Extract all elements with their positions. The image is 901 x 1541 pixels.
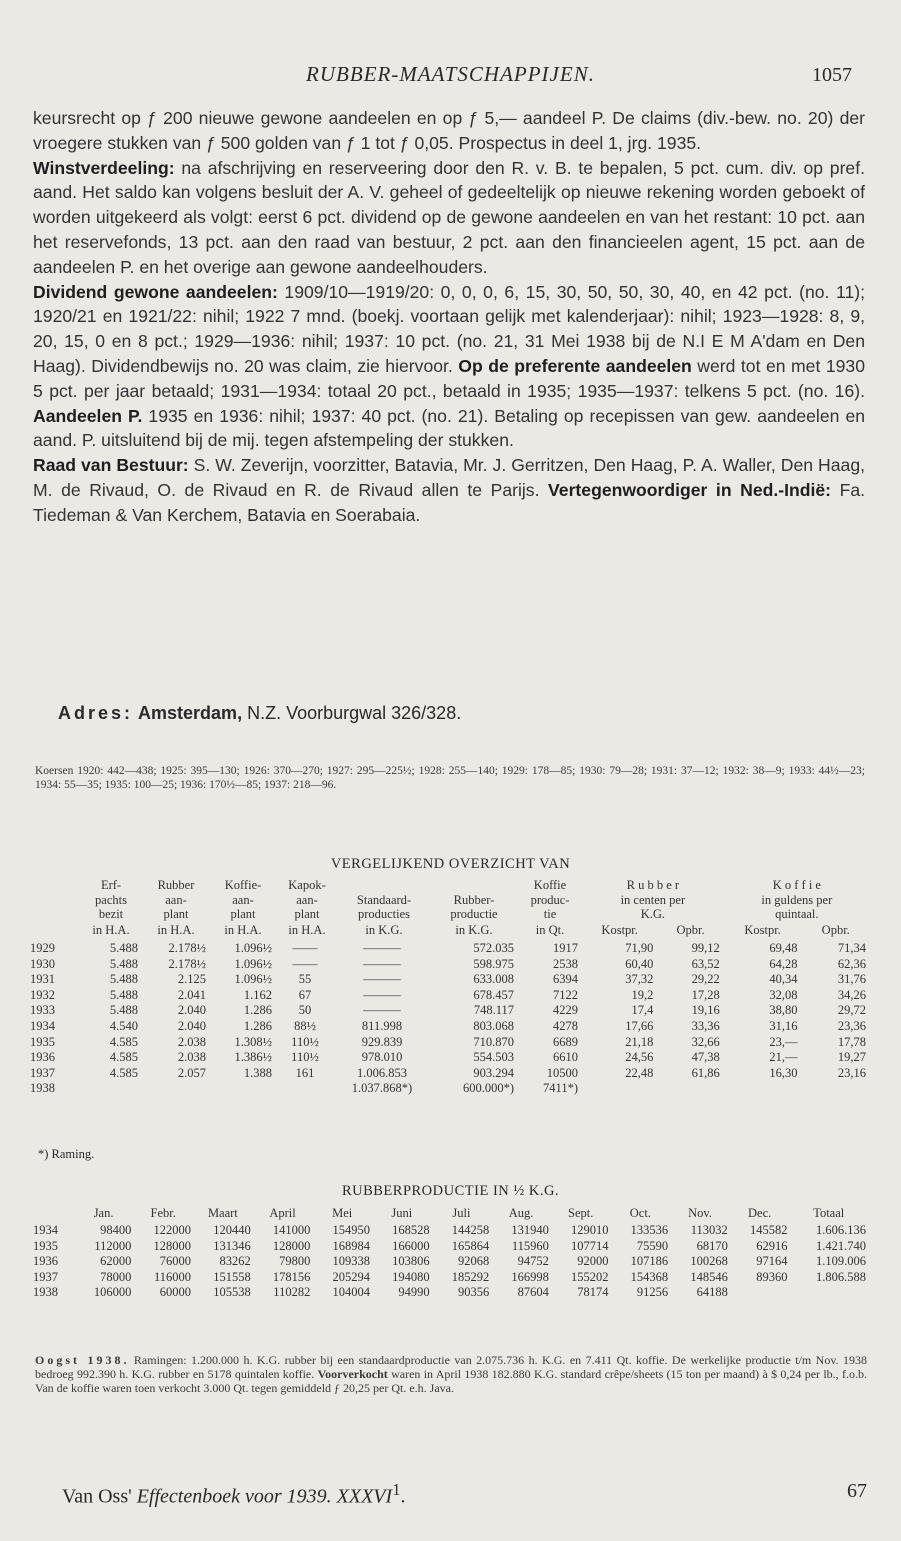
table-cell: 16,30 <box>769 1065 798 1080</box>
col-header: Juli <box>452 1206 471 1220</box>
col-header: Jan. <box>93 1206 114 1220</box>
table-cell: 5.488 <box>109 1003 138 1018</box>
col-header: Mei <box>332 1206 353 1220</box>
table-cell: 107186 <box>630 1254 669 1269</box>
col-header: K o f f i e in guldens per quintaal. <box>761 878 833 921</box>
table-cell: 1.096½ <box>234 941 272 955</box>
table-cell: 2.038 <box>177 1034 206 1049</box>
page-number: 1057 <box>812 64 852 86</box>
table-cell: 1.006.853 <box>357 1065 407 1080</box>
row-year: 1933 <box>30 1003 55 1018</box>
col-header: Koffie produc- tie <box>530 878 570 921</box>
col-header: Totaal <box>813 1206 845 1220</box>
section-label-aandeelen-p: Aandeelen P. <box>33 405 143 426</box>
table-cell: 178156 <box>272 1269 311 1284</box>
table-cell: 1917 <box>553 941 578 955</box>
row-year: 1930 <box>30 956 55 971</box>
table-cell: 151558 <box>213 1269 251 1284</box>
table-cell: 5.488 <box>109 941 138 955</box>
col-header: R u b b e r in centen per K.G. <box>620 878 686 921</box>
row-year: 1936 <box>30 1050 55 1065</box>
table-cell: 60000 <box>159 1285 192 1300</box>
table-cell: 1.388 <box>243 1065 272 1080</box>
table-cell: 100268 <box>690 1254 728 1269</box>
table-cell: 2.041 <box>177 987 206 1002</box>
table-cell: 7122 <box>553 987 578 1002</box>
table-cell: 24,56 <box>625 1050 654 1065</box>
table-cell: 161 <box>295 1065 315 1080</box>
table-cell: 21,— <box>769 1050 798 1065</box>
body-text <box>33 106 865 528</box>
harvest-note: Oogst 1938. Ramingen: 1.200.000 h. K.G. rubber bij een standaardproductie van 2.075.736 h. K.G. en 7.411 Qt. koffie. De werkelijke productie t/m Nov. 1938 bedroeg 992.390 h. K.G. rubber en 5178 quintalen koffie. Voorverkocht waren in April 1938 182.880 K.G. standard crêpe/sheets (15 ton per maand) à $ 0,24 per lb., f.o.b. Van de koffie waren toen verkocht 3.000 Qt. tegen gemiddeld ƒ 20,25 per Qt. e.h. Java. <box>35 1353 867 1395</box>
table-cell: 87604 <box>517 1285 549 1300</box>
table-cell: 10500 <box>546 1065 578 1080</box>
footer-page-number: 67 <box>847 1480 867 1502</box>
col-header: Kapok- aan- plant <box>288 878 326 921</box>
table-cell: 22,48 <box>625 1065 654 1080</box>
table-cell: 1.096½ <box>234 956 272 971</box>
presold-label: Voorverkocht <box>317 1366 388 1381</box>
overview-table <box>30 878 870 1097</box>
table-cell: 168984 <box>332 1238 370 1253</box>
table-cell: 110282 <box>273 1285 311 1300</box>
table-cell: 1.037.868*) <box>351 1081 413 1096</box>
table-cell: 107714 <box>571 1238 609 1253</box>
table-cell: 4.585 <box>109 1034 138 1049</box>
table-cell: 141000 <box>272 1223 311 1237</box>
table-cell: 155202 <box>571 1269 609 1284</box>
table-cell: 165864 <box>451 1238 490 1253</box>
table-cell: 6610 <box>553 1050 578 1065</box>
table-cell: 76000 <box>159 1254 192 1269</box>
production-header-row <box>33 1205 868 1223</box>
section-label-raad-van-bestuur: Raad van Bestuur: <box>33 455 189 476</box>
table-cell: 2.057 <box>177 1065 206 1080</box>
col-header: Maart <box>207 1206 238 1220</box>
table-cell: —— <box>292 956 318 971</box>
table-cell: 83262 <box>219 1254 251 1269</box>
table-cell: 105538 <box>213 1285 251 1300</box>
table-cell: 185292 <box>451 1269 490 1284</box>
table-cell: 2.040 <box>177 1018 206 1033</box>
table-row <box>30 972 870 988</box>
table-cell: 4229 <box>553 1003 578 1018</box>
table-cell: 40,34 <box>769 972 798 987</box>
table-cell: 129010 <box>571 1223 609 1237</box>
table-cell: 115960 <box>511 1238 549 1253</box>
table-cell: 168528 <box>392 1223 430 1237</box>
table-cell: 23,16 <box>837 1065 866 1080</box>
table-cell <box>657 1081 723 1097</box>
production-table-body <box>33 1223 868 1301</box>
col-header: Nov. <box>688 1206 712 1220</box>
footnote: *) Raming. <box>38 1147 95 1161</box>
row-year: 1936 <box>33 1254 58 1269</box>
table-cell: 116000 <box>154 1269 192 1284</box>
table-cell: 75590 <box>636 1238 669 1253</box>
row-year: 1937 <box>30 1065 55 1080</box>
section-label-dividend: Dividend gewone aandeelen: <box>33 281 278 302</box>
table-cell: 17,28 <box>691 987 720 1002</box>
table-row <box>30 941 870 957</box>
row-year: 1938 <box>33 1285 58 1300</box>
table-cell: 78000 <box>100 1269 132 1284</box>
table-cell: 133536 <box>630 1223 669 1237</box>
table-cell: 1.109.006 <box>816 1254 866 1269</box>
row-year: 1935 <box>30 1034 55 1049</box>
row-year: 1937 <box>33 1269 58 1284</box>
col-header: Sept. <box>568 1206 594 1220</box>
table-cell: 64188 <box>696 1285 728 1300</box>
table-cell: 2538 <box>553 956 578 971</box>
table-cell: 144258 <box>451 1223 490 1237</box>
col-header: Dec. <box>748 1206 772 1220</box>
section-label-preferente: Op de preferente aandeelen <box>458 355 692 376</box>
row-year: 1934 <box>30 1018 55 1033</box>
table-cell: 61,86 <box>691 1065 720 1080</box>
table-cell: 112000 <box>94 1238 132 1253</box>
table-cell: 2.178½ <box>168 941 206 955</box>
section-label-vertegenwoordiger: Vertegenwoordiger in Ned.-Indië: <box>548 479 832 500</box>
table-row <box>33 1285 868 1301</box>
table-cell: 131940 <box>511 1223 549 1237</box>
table-cell: 4.585 <box>109 1065 138 1080</box>
table-cell: 710.870 <box>473 1034 514 1049</box>
table-cell: 29,72 <box>837 1003 866 1018</box>
table-cell: 600.000*) <box>462 1081 514 1096</box>
col-header: Aug. <box>508 1206 534 1220</box>
price-history: Koersen 1920: 442—438; 1925: 395—130; 1926: 370—270; 1927: 295—225½; 1928: 255—140; 1929: 178—85; 1930: 79—28; 1931: 37—12; 1932: 38—9; 1933: 44½—23; 1934: 55—35; 1935: 100—25; 1936: 170½—85; 1937: 218—96. <box>35 765 865 792</box>
table-cell: 106000 <box>93 1285 132 1300</box>
table-row <box>33 1254 868 1270</box>
col-header: Erf- pachts bezit <box>95 878 127 921</box>
table-cell: 23,— <box>769 1034 798 1049</box>
table-cell: 929.839 <box>361 1034 403 1049</box>
row-year: 1932 <box>30 987 55 1002</box>
table-cell: 5.488 <box>109 972 138 987</box>
table-cell: 2.038 <box>177 1050 206 1065</box>
table-cell <box>142 1081 210 1097</box>
table-cell: 6689 <box>553 1034 578 1049</box>
col-header: Juni <box>391 1206 413 1220</box>
table-cell <box>80 1081 142 1097</box>
table-cell: 92068 <box>458 1254 490 1269</box>
table-row <box>30 1019 870 1035</box>
col-header: Oct. <box>629 1206 651 1220</box>
table-cell: 128000 <box>272 1238 311 1253</box>
table-cell: 47,38 <box>691 1050 720 1065</box>
production-table <box>33 1205 868 1301</box>
table-cell: 194080 <box>392 1269 430 1284</box>
table-cell: 903.294 <box>473 1065 514 1080</box>
table-cell: 748.117 <box>473 1003 514 1018</box>
table-cell: 62916 <box>756 1238 788 1253</box>
table-cell: 98400 <box>100 1223 132 1237</box>
table-cell: 1.286 <box>243 1003 272 1018</box>
table-cell: ——— <box>363 1003 401 1018</box>
table-cell: 148546 <box>690 1269 728 1284</box>
table-cell: 2.178½ <box>168 956 206 971</box>
table-cell: 31,76 <box>837 972 866 987</box>
table-cell: 811.998 <box>361 1018 403 1033</box>
table-cell: 572.035 <box>473 941 514 955</box>
col-header: April <box>269 1206 296 1220</box>
table-cell: 5.488 <box>109 956 138 971</box>
table-cell: 1.162 <box>243 987 272 1002</box>
table-cell: 63,52 <box>691 956 720 971</box>
col-header: Rubber- productie <box>450 892 498 921</box>
table-cell: 1.421.740 <box>816 1238 866 1253</box>
running-title: RUBBER-MAATSCHAPPIJEN. <box>306 62 595 86</box>
table-cell: 62,36 <box>837 956 866 971</box>
table-cell: 154950 <box>332 1223 370 1237</box>
row-year: 1934 <box>33 1223 58 1237</box>
table-row <box>30 1050 870 1066</box>
table-row <box>30 1003 870 1019</box>
table-cell: 32,66 <box>691 1034 720 1049</box>
table-row <box>30 957 870 973</box>
table-cell: 109338 <box>332 1254 370 1269</box>
table-row <box>30 988 870 1004</box>
table-cell: 23,36 <box>837 1018 866 1033</box>
table-cell: 29,22 <box>691 972 720 987</box>
production-title: RUBBERPRODUCTIE IN ½ K.G. <box>341 1183 560 1199</box>
table-cell: 67 <box>298 987 312 1002</box>
table-row <box>33 1223 868 1239</box>
table-cell: 110½ <box>291 1034 319 1049</box>
address-city: Amsterdam, <box>138 703 243 723</box>
table-cell: 166998 <box>511 1269 549 1284</box>
table-cell: 1.096½ <box>234 972 272 987</box>
table-cell: 1.606.136 <box>816 1223 866 1237</box>
row-year: 1938 <box>30 1081 55 1096</box>
table-cell: 99,12 <box>691 941 720 955</box>
row-year: 1929 <box>30 941 55 955</box>
table-cell: 145582 <box>749 1223 788 1237</box>
col-header: Febr. <box>150 1206 176 1220</box>
table-cell: 31,16 <box>769 1018 798 1033</box>
table-cell: 4278 <box>553 1018 578 1033</box>
table-cell <box>801 1081 870 1097</box>
table-cell <box>210 1081 276 1097</box>
table-cell: 88½ <box>294 1018 316 1033</box>
table-cell <box>276 1081 338 1097</box>
address-label: Adres: <box>58 703 134 723</box>
row-year: 1935 <box>33 1238 58 1253</box>
row-year: 1931 <box>30 972 55 987</box>
table-cell: 68170 <box>696 1238 728 1253</box>
table-cell: 89360 <box>756 1269 788 1284</box>
table-cell: 19,16 <box>691 1003 720 1018</box>
table-cell: 50 <box>298 1003 312 1018</box>
table-cell: 128000 <box>153 1238 192 1253</box>
table-cell: 1.286 <box>243 1018 272 1033</box>
address-street: N.Z. Voorburgwal 326/328. <box>242 703 462 723</box>
table-cell: 60,40 <box>625 956 654 971</box>
overview-header-row <box>30 878 870 922</box>
table-cell <box>730 1285 790 1301</box>
table-cell: 598.975 <box>473 956 514 971</box>
table-row <box>33 1270 868 1286</box>
footer-title: Van Oss' Effectenboek voor 1939. XXXVI$^1$. <box>62 1480 406 1508</box>
table-cell: 79800 <box>279 1254 311 1269</box>
table-cell: 94752 <box>517 1254 549 1269</box>
table-cell: 33,36 <box>691 1018 720 1033</box>
table-cell: 131346 <box>213 1238 251 1253</box>
table-cell: 17,4 <box>631 1003 654 1018</box>
table-cell: 38,80 <box>769 1003 798 1018</box>
table-cell: ——— <box>363 941 401 955</box>
table-row <box>33 1239 868 1255</box>
section-label-winstverdeeling: Winstverdeeling: <box>33 157 175 178</box>
table-cell: ——— <box>363 972 401 987</box>
col-header: Rubber aan- plant <box>157 878 195 921</box>
table-cell: 2.125 <box>177 972 206 987</box>
table-cell: 90356 <box>458 1285 490 1300</box>
table-cell: 17,78 <box>837 1034 866 1049</box>
table-cell: 978.010 <box>361 1050 403 1065</box>
table-cell: 154368 <box>630 1269 669 1284</box>
table-cell: 554.503 <box>473 1050 514 1065</box>
table-cell: 4.540 <box>109 1018 138 1033</box>
table-cell: 17,66 <box>625 1018 654 1033</box>
table-cell: 71,90 <box>625 941 654 955</box>
table-cell: 19,2 <box>631 987 654 1002</box>
table-cell: 94990 <box>398 1285 430 1300</box>
table-cell: 19,27 <box>837 1050 866 1065</box>
table-cell: 78174 <box>577 1285 609 1300</box>
table-cell: 1.386½ <box>234 1050 272 1065</box>
table-cell: 62000 <box>100 1254 132 1269</box>
table-cell: 205294 <box>332 1269 370 1284</box>
table-row <box>30 1066 870 1082</box>
table-cell: 34,26 <box>837 987 866 1002</box>
table-cell: 113032 <box>690 1223 728 1237</box>
harvest-label: Oogst 1938. <box>35 1353 130 1367</box>
table-cell: 37,32 <box>625 972 654 987</box>
table-cell: 103806 <box>392 1254 430 1269</box>
table-cell: 5.488 <box>109 987 138 1002</box>
table-cell: 2.040 <box>177 1003 206 1018</box>
table-cell: 803.068 <box>473 1018 514 1033</box>
table-cell <box>582 1081 657 1097</box>
table-row <box>30 1081 870 1097</box>
address <box>58 703 461 724</box>
table-cell: 678.457 <box>473 987 514 1002</box>
table-cell: 64,28 <box>769 956 798 971</box>
table-cell: 97164 <box>756 1254 788 1269</box>
table-cell: 71,34 <box>837 941 866 955</box>
table-cell: ——— <box>363 987 401 1002</box>
table-cell: 1.806.588 <box>816 1269 866 1284</box>
table-cell: 21,18 <box>625 1034 654 1049</box>
table-cell: 122000 <box>153 1223 192 1237</box>
table-cell: —— <box>292 941 318 955</box>
table-row <box>30 1035 870 1051</box>
table-cell: 120440 <box>213 1223 251 1237</box>
table-cell: 633.008 <box>473 972 514 987</box>
table-cell: 92000 <box>577 1254 609 1269</box>
table-cell: 1.308½ <box>234 1034 272 1049</box>
table-cell: 166000 <box>392 1238 430 1253</box>
table-cell: 69,48 <box>769 941 798 955</box>
table-cell: 4.585 <box>109 1050 138 1065</box>
table-cell: 55 <box>298 972 312 987</box>
table-cell: 7411*) <box>543 1081 578 1096</box>
table-cell: 6394 <box>553 972 578 987</box>
col-header: Koffie- aan- plant <box>224 878 262 921</box>
table-cell: 110½ <box>291 1050 319 1065</box>
paragraph: keursrecht op ƒ 200 nieuwe gewone aandeelen en op ƒ 5,— aandeel P. De claims (div.-bew. no. 20) der vroegere stukken van ƒ 500 golden van ƒ 1 tot ƒ 0,05. Prospectus in deel 1, jrg. 1935. Winstverdeeling: na afschrijving en reserveering door den R. v. B. te bepalen, 5 pct. cum. div. op pref. aand. Het saldo kan volgens besluit der A. V. geheel of gedeeltelijk op nieuwe rekening worden geboekt of worden uitgekeerd als volgt: eerst 6 pct. dividend op de gewone aandeelen en van het restant: 10 pct. aan het reservefonds, 13 pct. aan den raad van bestuur, 2 pct. aan den financieelen agent, 15 pct. aan de aandeelen P. en het overige aan gewone aandeelhouders. Dividend gewone aandeelen: 1909/10—1919/20: 0, 0, 0, 6, 15, 30, 50, 50, 30, 40, en 42 pct. (no. 11); 1920/21 en 1921/22: nihil; 1922 7 mnd. (boekj. voortaan gelijk met kalenderjaar): nihil; 1923—1928: 8, 9, 20, 15, 0 en 8 pct.; 1929—1936: nihil; 1937: 10 pct. (no. 21, 31 Mei 1938 bij de N.I E M A'dam en Den Haag). Dividendbewijs no. 20 was claim, zie hiervoor. Op de preferente aandeelen werd tot en met 1930 5 pct. per jaar betaald; 1931—1934: totaal 20 pct., betaald in 1935; 1935—1937: telkens 5 pct. (no. 16). Aandeelen P. 1935 en 1936: nihil; 1937: 40 pct. (no. 21). Betaling op recepissen van gew. aandeelen en aand. P. uitsluitend bij de mij. tegen afstempeling der stukken. Raad van Bestuur: S. W. Zeverijn, voorzitter, Batavia, Mr. J. Gerritzen, Den Haag, P. A. Waller, Den Haag, M. de Rivaud, O. de Rivaud en R. de Rivaud allen te Parijs. Vertegenwoordiger in Ned.-Indië: Fa. Tiedeman & Van Kerchem, Batavia en Soerabaia. <box>33 108 866 525</box>
col-header: Standaard- producties <box>356 892 412 921</box>
overview-table-body <box>30 941 870 1097</box>
table-cell <box>724 1081 802 1097</box>
table-cell: ——— <box>363 956 401 971</box>
table-cell: 32,08 <box>769 987 798 1002</box>
table-cell: 104004 <box>332 1285 370 1300</box>
table-cell: 91256 <box>636 1285 669 1300</box>
overview-title: VERGELIJKEND OVERZICHT VAN <box>330 856 571 872</box>
overview-units-row: in H.A. in H.A. in H.A. in H.A. in K.G. in K.G. in Qt. Kostpr. Opbr. Kostpr. Opbr. <box>92 922 850 937</box>
